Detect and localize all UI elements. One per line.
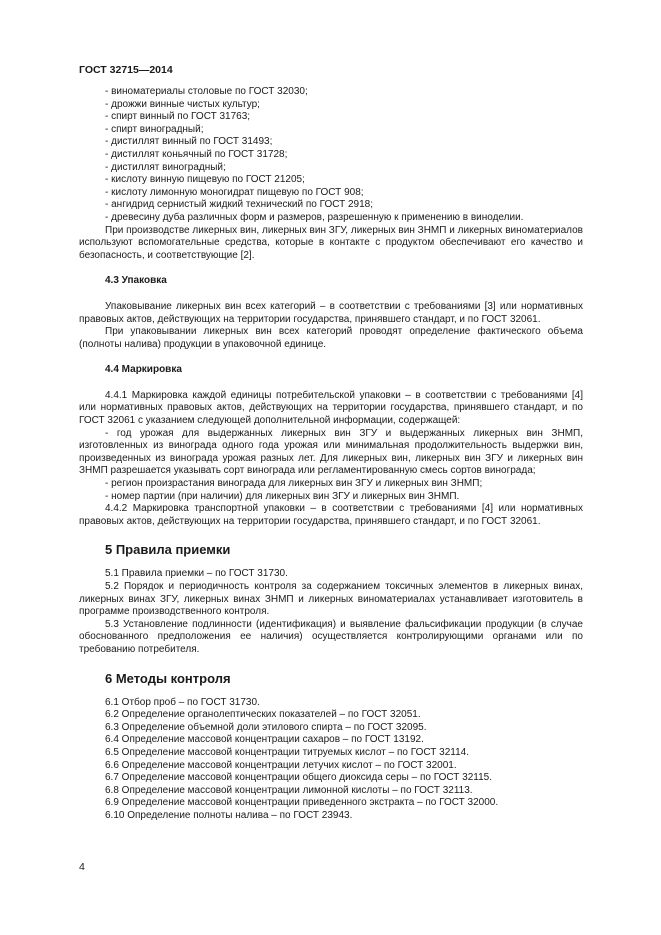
list-item: 6.7 Определение массовой концентрации общего диоксида серы – по ГОСТ 32115. bbox=[105, 772, 492, 784]
paragraph: - год урожая для выдержанных ликерных вин ЗГУ и выдержанных ликерных вин ЗНМП, изготовленных из винограда одного года урожая или минимальная продолжительность выдержки вин, произведенных из винограда урожая разных лет. Для ликерных вин, ликерных вин ЗГУ и ликерных вин ЗНМП разрешается указывать сорт винограда или регламентированную смесь сортов винограда; bbox=[79, 427, 583, 477]
section-heading-5: 5 Правила приемки bbox=[105, 542, 231, 558]
list-item: - виноматериалы столовые по ГОСТ 32030; bbox=[105, 86, 308, 97]
paragraph-auxiliary-means: При производстве ликерных вин, ликерных вин ЗГУ, ликерных вин ЗНМП и ликерных виноматериалов используют вспомогательные средства, которые в контакте с продуктом обеспечивают его качество и безопасность, и соответствующие [2]. bbox=[79, 224, 583, 261]
paragraph: - номер партии (при наличии) для ликерных вин ЗГУ и ликерных вин ЗНМП. bbox=[105, 490, 460, 502]
list-item: 6.1 Отбор проб – по ГОСТ 31730. bbox=[105, 696, 260, 708]
section-heading-4-4: 4.4 Маркировка bbox=[105, 364, 182, 376]
list-item: 6.8 Определение массовой концентрации лимонной кислоты – по ГОСТ 32113. bbox=[105, 784, 473, 796]
list-item: - ангидрид сернистый жидкий технический по ГОСТ 2918; bbox=[105, 199, 374, 211]
list-item: 6.10 Определение полноты налива – по ГОСТ 23943. bbox=[105, 809, 353, 821]
list-item: - дрожжи винные чистых культур; bbox=[105, 98, 260, 110]
list-item: 6.3 Определение объемной доли этилового спирта – по ГОСТ 32095. bbox=[105, 721, 427, 733]
list-item: - спирт винный по ГОСТ 31763; bbox=[105, 111, 251, 123]
list-item: - дистиллят коньячный по ГОСТ 31728; bbox=[105, 148, 288, 160]
standard-header: ГОСТ 32715—2014 bbox=[79, 64, 173, 76]
list-item: - дистиллят винный по ГОСТ 31493; bbox=[105, 136, 273, 148]
paragraph: 5.1 Правила приемки – по ГОСТ 31730. bbox=[105, 568, 288, 580]
list-item: 6.2 Определение органолептических показателей – по ГОСТ 32051. bbox=[105, 709, 421, 721]
paragraph: 5.3 Установление подлинности (идентификация) и выявление фальсификации продукции (в случае обоснованного предположения ее наличия) осуществляется контролирующими органами или по требованию потребителя. bbox=[79, 618, 583, 655]
paragraph: - регион произрастания винограда для ликерных вин ЗГУ и ликерных вин ЗНМП; bbox=[105, 478, 483, 490]
list-item: - древесину дуба различных форм и размеров, разрешенную к применению в виноделии. bbox=[105, 211, 524, 223]
list-item: - дистиллят виноградный; bbox=[105, 161, 226, 173]
materials-list bbox=[79, 86, 583, 225]
section-heading-6: 6 Методы контроля bbox=[105, 670, 231, 686]
methods-list bbox=[79, 697, 583, 823]
list-item: - кислоту лимонную моногидрат пищевую по ГОСТ 908; bbox=[105, 186, 364, 198]
paragraph: При упаковывании ликерных вин всех категорий проводят определение фактического объема (полноты налива) продукции в упаковочной единице. bbox=[79, 326, 583, 350]
paragraph: 4.4.2 Маркировка транспортной упаковки – в соответствии с требованиями [4] или нормативных правовых актов, действующих на территории государства, принявшего стандарт, и по ГОСТ 32061. bbox=[79, 503, 583, 527]
list-item: - кислоту винную пищевую по ГОСТ 21205; bbox=[105, 174, 305, 186]
page-number: 4 bbox=[79, 861, 85, 873]
list-item: 6.4 Определение массовой концентрации сахаров – по ГОСТ 13192. bbox=[105, 734, 424, 746]
list-item: 6.5 Определение массовой концентрации титруемых кислот – по ГОСТ 32114. bbox=[105, 746, 470, 758]
paragraph: 5.2 Порядок и периодичность контроля за содержанием токсичных элементов в ликерных винах, ликерных винах ЗГУ, ликерных винах ЗНМП и ликерных виноматериалах устанавливает изготовитель в программе производственного контроля. bbox=[79, 581, 583, 618]
page-content bbox=[79, 86, 583, 823]
list-item: 6.9 Определение массовой концентрации приведенного экстракта – по ГОСТ 32000. bbox=[105, 797, 499, 809]
paragraph: 4.4.1 Маркировка каждой единицы потребительской упаковки – в соответствии с требованиями [4] или нормативных правовых актов, действующих на территории государства, принявшего стандарт, и по ГОСТ 32061 с указанием следующей дополнительной информации, содержащей: bbox=[79, 389, 583, 427]
paragraph: Упаковывание ликерных вин всех категорий – в соответствии с требованиями [3] или нормативных правовых актов, действующих на территории государства, принявшего стандарт, и по ГОСТ 32061. bbox=[79, 300, 583, 325]
list-item: - спирт виноградный; bbox=[105, 123, 204, 135]
list-item: 6.6 Определение массовой концентрации летучих кислот – по ГОСТ 32001. bbox=[105, 759, 457, 771]
section-heading-4-3: 4.3 Упаковка bbox=[105, 275, 167, 287]
